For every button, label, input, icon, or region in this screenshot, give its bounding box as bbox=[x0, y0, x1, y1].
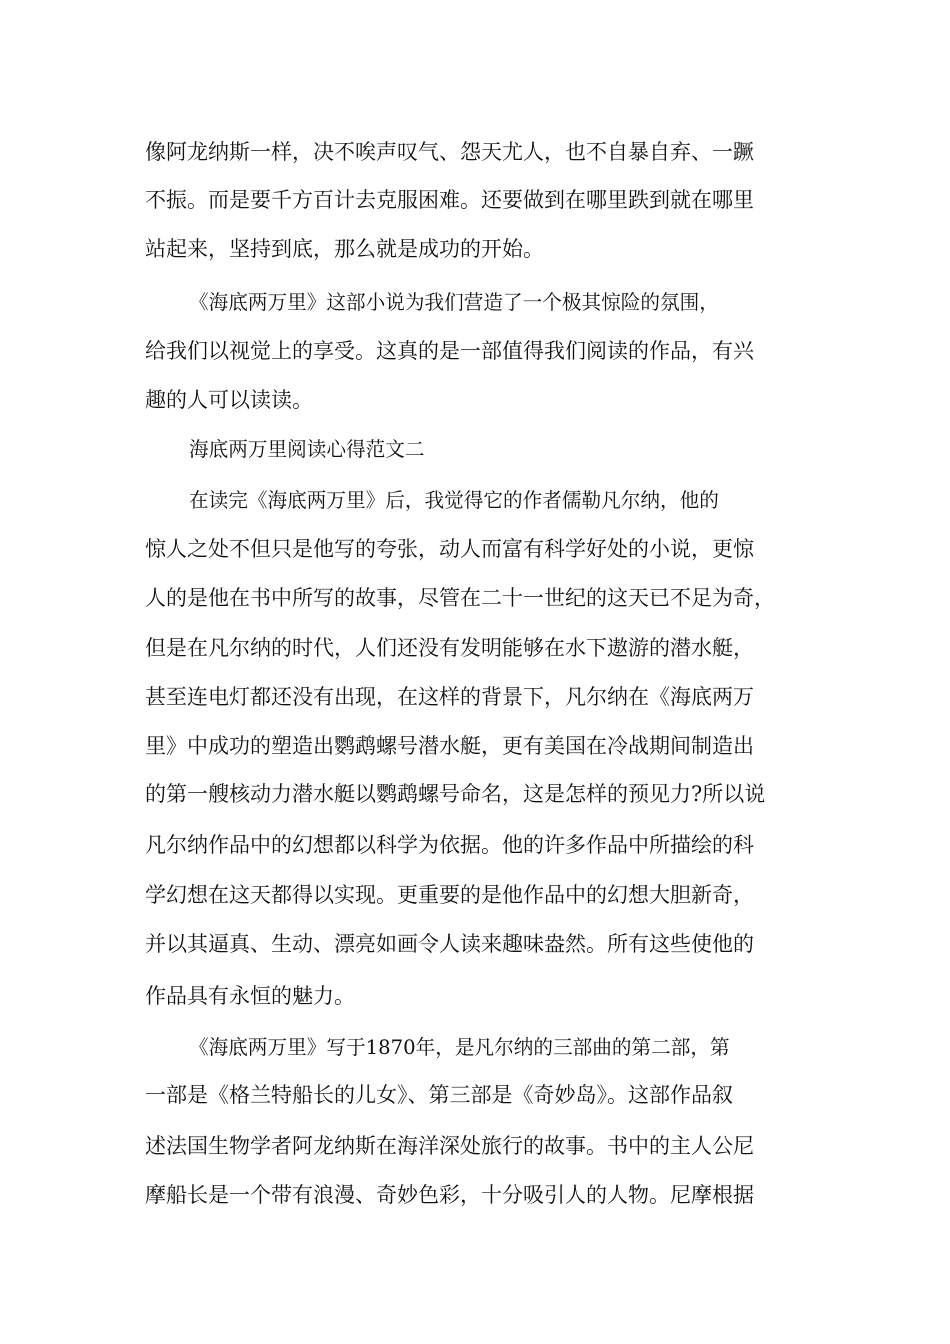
text-line: 人的是他在书中所写的故事，尽管在二十一世纪的这天已不足为奇， bbox=[145, 586, 775, 610]
text-line: 像阿龙纳斯一样，决不唉声叹气、怨天尤人，也不自暴自弃、一蹶 bbox=[145, 140, 754, 164]
text-line: 学幻想在这天都得以实现。更重要的是他作品中的幻想大胆新奇， bbox=[145, 883, 754, 907]
text-line: 甚至连电灯都还没有出现，在这样的背景下，凡尔纳在《海底两万 bbox=[145, 685, 754, 709]
text-line: 述法国生物学者阿龙纳斯在海洋深处旅行的故事。书中的主人公尼 bbox=[145, 1134, 754, 1158]
text-line: 《海底两万里》写于1870年，是凡尔纳的三部曲的第二部，第 bbox=[189, 1036, 730, 1059]
text-line: 作品具有永恒的魅力。 bbox=[145, 984, 355, 1008]
text-line: 给我们以视觉上的享受。这真的是一部值得我们阅读的作品，有兴 bbox=[145, 339, 754, 363]
text-line: 《海底两万里》这部小说为我们营造了一个极其惊险的氛围， bbox=[189, 291, 719, 314]
text-line: 凡尔纳作品中的幻想都以科学为依据。他的许多作品中所描绘的科 bbox=[145, 833, 754, 857]
text-line: 站起来，坚持到底，那么就是成功的开始。 bbox=[145, 237, 544, 261]
text-line: 惊人之处不但只是他写的夸张，动人而富有科学好处的小说，更惊 bbox=[145, 537, 754, 561]
section-heading: 海底两万里阅读心得范文二 bbox=[189, 438, 425, 461]
text-line: 一部是《格兰特船长的儿女》、第三部是《奇妙岛》。这部作品叙 bbox=[145, 1083, 733, 1107]
text-line: 并以其逼真、生动、漂亮如画令人读来趣味盎然。所有这些使他的 bbox=[145, 932, 754, 956]
text-line: 但是在凡尔纳的时代，人们还没有发明能够在水下遨游的潜水艇， bbox=[145, 636, 754, 660]
text-line: 摩船长是一个带有浪漫、奇妙色彩，十分吸引人的人物。尼摩根据 bbox=[145, 1183, 754, 1207]
text-line: 不振。而是要千方百计去克服困难。还要做到在哪里跌到就在哪里 bbox=[145, 188, 754, 212]
text-line: 里》中成功的塑造出鹦鹉螺号潜水艇，更有美国在冷战期间制造出 bbox=[145, 734, 754, 758]
text-line: 在读完《海底两万里》后，我觉得它的作者儒勒凡尔纳，他的 bbox=[189, 489, 719, 512]
text-line: 的第一艘核动力潜水艇以鹦鹉螺号命名，这是怎样的预见力?所以说 bbox=[145, 782, 766, 806]
text-line: 趣的人可以读读。 bbox=[145, 388, 313, 412]
